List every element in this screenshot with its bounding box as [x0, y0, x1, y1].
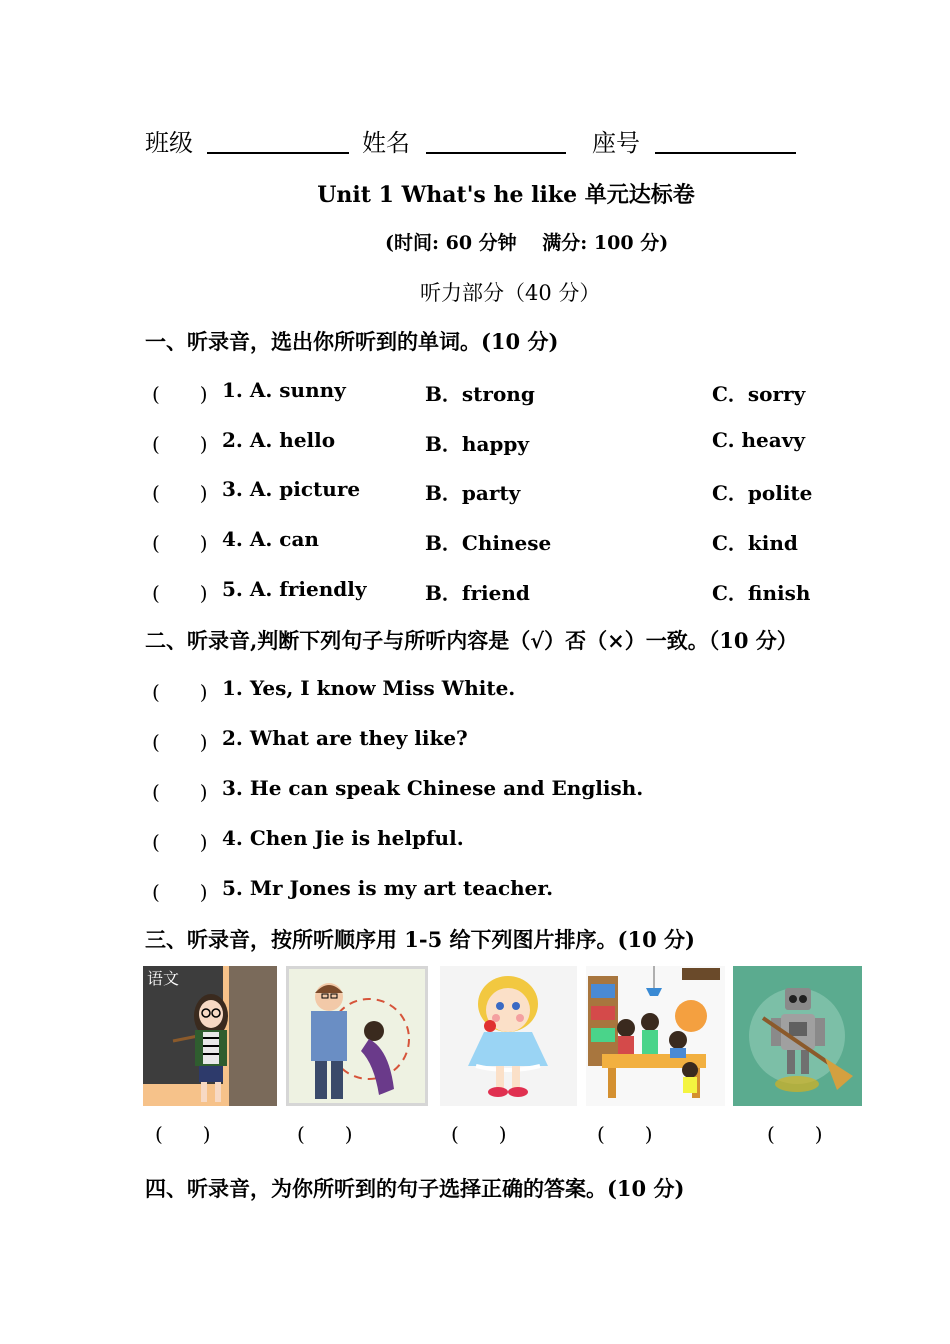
option-c: C．sorry	[712, 382, 806, 406]
class-label: 班级	[145, 129, 193, 157]
polite-boy-picture	[286, 966, 428, 1106]
teacher-picture	[143, 966, 277, 1106]
option-b: B．friend	[425, 581, 530, 605]
option-a: 3. A. picture	[222, 477, 361, 501]
judge-sentence: 5. Mr Jones is my art teacher.	[222, 876, 554, 900]
picture3-answer[interactable]: ( )	[451, 1122, 507, 1146]
section2-title: 二、听录音,判断下列句子与所听内容是（√）否（×）一致。（10 分）	[145, 628, 798, 653]
judge-sentence: 4. Chen Jie is helpful.	[222, 826, 464, 850]
option-b: B．strong	[425, 382, 535, 406]
option-a: 4. A. can	[222, 527, 319, 551]
section1-title: 一、听录音，选出你所听到的单词。(10 分)	[145, 329, 559, 354]
option-c: C．finish	[712, 581, 811, 605]
option-c: C. heavy	[712, 428, 805, 452]
answer-blank[interactable]: ( )	[152, 581, 208, 605]
section4-title: 四、听录音，为你所听到的句子选择正确的答案。(10 分)	[145, 1176, 685, 1201]
judge-blank[interactable]: ( )	[152, 780, 208, 804]
class-blank[interactable]	[207, 152, 349, 154]
answer-blank[interactable]: ( )	[152, 382, 208, 406]
name-label: 姓名	[362, 129, 410, 157]
judge-blank[interactable]: ( )	[152, 730, 208, 754]
option-b: B．party	[425, 481, 521, 505]
judge-sentence: 2. What are they like?	[222, 726, 468, 750]
robot-picture	[733, 966, 862, 1106]
option-c: C．kind	[712, 531, 798, 555]
classroom-picture	[586, 966, 725, 1106]
picture2-answer[interactable]: ( )	[297, 1122, 353, 1146]
name-blank[interactable]	[426, 152, 566, 154]
option-a: 5. A. friendly	[222, 577, 367, 601]
picture5-answer[interactable]: ( )	[767, 1122, 823, 1146]
judge-blank[interactable]: ( )	[152, 830, 208, 854]
judge-blank[interactable]: ( )	[152, 880, 208, 904]
picture1-answer[interactable]: ( )	[155, 1122, 211, 1146]
answer-blank[interactable]: ( )	[152, 531, 208, 555]
judge-sentence: 1. Yes, I know Miss White.	[222, 676, 516, 700]
answer-blank[interactable]: ( )	[152, 481, 208, 505]
shy-girl-picture	[440, 966, 577, 1106]
board-text: 语文	[147, 969, 180, 988]
judge-sentence: 3. He can speak Chinese and English.	[222, 776, 644, 800]
seat-blank[interactable]	[655, 152, 796, 154]
picture4-answer[interactable]: ( )	[597, 1122, 653, 1146]
section3-title: 三、听录音，按所听顺序用 1-5 给下列图片排序。(10 分)	[145, 927, 695, 952]
answer-blank[interactable]: ( )	[152, 432, 208, 456]
seat-label: 座号	[592, 129, 640, 157]
exam-info: (时间: 60 分钟 满分: 100 分)	[385, 232, 669, 254]
option-c: C．polite	[712, 481, 813, 505]
option-a: 1. A. sunny	[222, 378, 346, 402]
page-title: Unit 1 What's he like 单元达标卷	[317, 182, 695, 208]
judge-blank[interactable]: ( )	[152, 680, 208, 704]
part-title: 听力部分（40 分）	[420, 281, 601, 305]
option-b: B．happy	[425, 432, 529, 456]
option-a: 2. A. hello	[222, 428, 336, 452]
option-b: B．Chinese	[425, 531, 552, 555]
